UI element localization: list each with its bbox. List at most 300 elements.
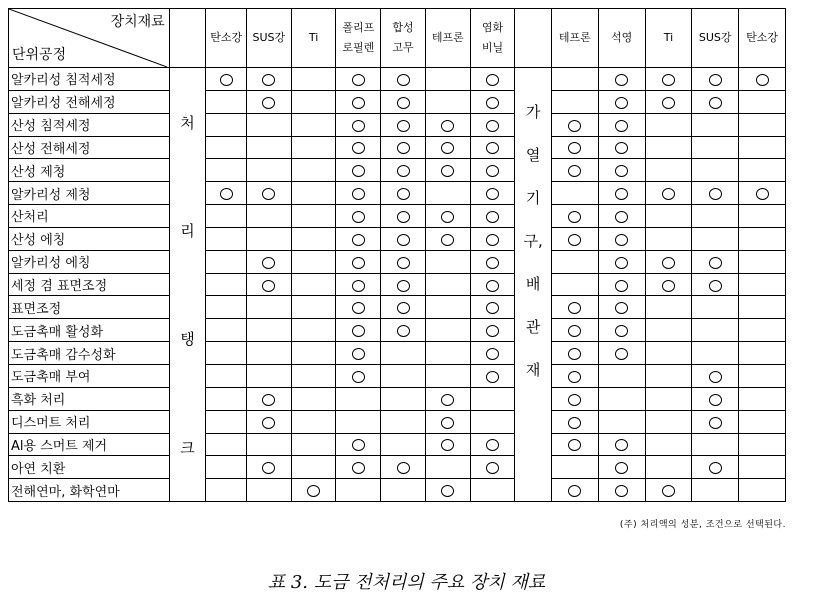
process-name-cell: 도금촉매 활성화 — [9, 319, 170, 342]
suitable-circle-icon — [352, 188, 365, 200]
heater-material-cell — [645, 227, 692, 250]
heater-material-cell — [598, 342, 645, 365]
tank-material-cell — [425, 205, 470, 228]
tank-material-cell — [381, 250, 426, 273]
table-row — [9, 364, 786, 387]
heater-material-cell — [692, 479, 739, 502]
tank-material-cell — [246, 205, 291, 228]
tank-material-cell — [381, 205, 426, 228]
heater-material-cell — [645, 136, 692, 159]
suitable-circle-icon — [352, 348, 365, 360]
heater-material-cell — [598, 182, 645, 205]
heater-material-cell — [692, 387, 739, 410]
suitable-circle-icon — [615, 257, 628, 269]
tank-material-cell — [470, 90, 515, 113]
suitable-circle-icon — [486, 211, 499, 223]
group-label-char: 리 — [180, 221, 195, 240]
suitable-circle-icon — [397, 188, 410, 200]
tank-material-cell — [470, 136, 515, 159]
suitable-circle-icon — [615, 97, 628, 109]
heater-material-cell — [598, 250, 645, 273]
tank-material-cell — [291, 410, 336, 433]
heater-material-cell — [551, 296, 598, 319]
suitable-circle-icon — [352, 325, 365, 337]
tank-material-cell — [425, 410, 470, 433]
tank-material-header: 폴리프 로필렌 — [336, 9, 381, 68]
suitable-circle-icon — [397, 120, 410, 132]
tank-material-cell — [381, 273, 426, 296]
tank-material-cell — [336, 68, 381, 91]
tank-material-cell — [381, 456, 426, 479]
table-row — [9, 250, 786, 273]
suitable-circle-icon — [709, 97, 722, 109]
process-name-cell: 산성 전해세정 — [9, 136, 170, 159]
heater-material-cell — [598, 433, 645, 456]
process-name-cell: 아연 치환 — [9, 456, 170, 479]
suitable-circle-icon — [486, 439, 499, 451]
heater-material-cell — [645, 273, 692, 296]
tank-material-cell — [425, 273, 470, 296]
heater-material-cell — [739, 387, 786, 410]
tank-material-cell — [206, 296, 247, 319]
suitable-circle-icon — [352, 234, 365, 246]
group-label-char: 관 — [525, 318, 541, 337]
heater-material-cell — [692, 205, 739, 228]
tank-material-cell — [381, 433, 426, 456]
tank-material-cell — [425, 227, 470, 250]
tank-material-cell — [381, 364, 426, 387]
tank-material-cell — [291, 364, 336, 387]
suitable-circle-icon — [486, 280, 499, 292]
suitable-circle-icon — [709, 462, 722, 474]
suitable-circle-icon — [568, 325, 581, 337]
table-row — [9, 273, 786, 296]
suitable-circle-icon — [352, 302, 365, 314]
suitable-circle-icon — [615, 165, 628, 177]
heater-material-cell — [551, 227, 598, 250]
heater-material-cell — [692, 296, 739, 319]
suitable-circle-icon — [709, 188, 722, 200]
heater-material-cell — [739, 182, 786, 205]
suitable-circle-icon — [352, 257, 365, 269]
heater-material-cell — [551, 433, 598, 456]
suitable-circle-icon — [397, 142, 410, 154]
suitable-circle-icon — [352, 371, 365, 383]
group-label-char: 가 — [525, 103, 541, 122]
heater-material-cell — [551, 273, 598, 296]
tank-material-cell — [425, 159, 470, 182]
suitable-circle-icon — [568, 120, 581, 132]
suitable-circle-icon — [662, 188, 675, 200]
tank-material-cell — [291, 90, 336, 113]
heater-material-cell — [551, 479, 598, 502]
suitable-circle-icon — [397, 211, 410, 223]
tank-material-cell — [246, 456, 291, 479]
heater-material-cell — [692, 182, 739, 205]
tank-material-cell — [206, 227, 247, 250]
heater-material-cell — [692, 113, 739, 136]
suitable-circle-icon — [397, 234, 410, 246]
tank-material-cell — [336, 479, 381, 502]
heater-material-cell — [739, 250, 786, 273]
tank-material-header: 합성 고무 — [381, 9, 426, 68]
suitable-circle-icon — [709, 280, 722, 292]
suitable-circle-icon — [568, 485, 581, 497]
tank-material-cell — [336, 90, 381, 113]
tank-material-cell — [206, 68, 247, 91]
heater-material-cell — [551, 136, 598, 159]
heater-material-cell — [645, 342, 692, 365]
tank-material-cell — [246, 90, 291, 113]
heater-material-cell — [598, 296, 645, 319]
suitable-circle-icon — [486, 302, 499, 314]
heater-material-cell — [551, 113, 598, 136]
tank-material-cell — [291, 159, 336, 182]
tank-material-cell — [291, 68, 336, 91]
tank-material-cell — [206, 387, 247, 410]
suitable-circle-icon — [615, 325, 628, 337]
heater-material-cell — [645, 479, 692, 502]
heater-material-cell — [739, 319, 786, 342]
suitable-circle-icon — [486, 325, 499, 337]
tank-material-cell — [470, 456, 515, 479]
suitable-circle-icon — [486, 97, 499, 109]
suitable-circle-icon — [709, 74, 722, 86]
suitable-circle-icon — [568, 302, 581, 314]
heater-material-cell — [739, 296, 786, 319]
suitable-circle-icon — [615, 234, 628, 246]
tank-material-cell — [425, 296, 470, 319]
suitable-circle-icon — [307, 485, 320, 497]
heater-material-cell — [598, 364, 645, 387]
suitable-circle-icon — [262, 74, 275, 86]
tank-material-cell — [470, 205, 515, 228]
heater-material-cell — [598, 319, 645, 342]
suitable-circle-icon — [220, 188, 233, 200]
suitable-circle-icon — [568, 371, 581, 383]
tank-material-cell — [206, 90, 247, 113]
suitable-circle-icon — [441, 394, 454, 406]
tank-material-cell — [470, 250, 515, 273]
tank-material-cell — [291, 273, 336, 296]
tank-material-cell — [206, 456, 247, 479]
heater-material-header: 석영 — [598, 9, 645, 68]
tank-material-cell — [425, 68, 470, 91]
heater-material-cell — [551, 68, 598, 91]
suitable-circle-icon — [262, 188, 275, 200]
tank-material-cell — [336, 364, 381, 387]
corner-top-label: 장치재료 — [110, 14, 165, 30]
tank-material-cell — [381, 159, 426, 182]
suitable-circle-icon — [352, 462, 365, 474]
heater-material-cell — [645, 113, 692, 136]
table-row — [9, 433, 786, 456]
tank-material-cell — [425, 364, 470, 387]
heater-material-cell — [692, 273, 739, 296]
tank-material-cell — [336, 205, 381, 228]
suitable-circle-icon — [486, 165, 499, 177]
heater-material-cell — [551, 182, 598, 205]
tank-material-cell — [246, 410, 291, 433]
heater-material-cell — [551, 456, 598, 479]
tank-material-cell — [425, 387, 470, 410]
tank-material-cell — [246, 479, 291, 502]
heater-material-cell — [598, 68, 645, 91]
heater-material-cell — [598, 136, 645, 159]
tank-material-cell — [206, 136, 247, 159]
suitable-circle-icon — [568, 142, 581, 154]
process-name-cell: 흑화 처리 — [9, 387, 170, 410]
heater-material-cell — [692, 68, 739, 91]
tank-material-cell — [381, 227, 426, 250]
tank-material-cell — [206, 113, 247, 136]
table-row — [9, 342, 786, 365]
suitable-circle-icon — [709, 417, 722, 429]
suitable-circle-icon — [262, 417, 275, 429]
heater-material-cell — [739, 205, 786, 228]
heater-material-cell — [692, 227, 739, 250]
tank-material-cell — [470, 273, 515, 296]
heater-material-cell — [598, 456, 645, 479]
heater-material-cell — [598, 205, 645, 228]
tank-material-cell — [336, 387, 381, 410]
table-caption: 표 3. 도금 전처리의 주요 장치 재료 — [267, 572, 546, 593]
suitable-circle-icon — [615, 120, 628, 132]
tank-material-cell — [291, 182, 336, 205]
heater-material-cell — [692, 136, 739, 159]
suitable-circle-icon — [262, 394, 275, 406]
suitable-circle-icon — [615, 439, 628, 451]
tank-material-cell — [291, 296, 336, 319]
process-name-cell: 알카리성 침적세정 — [9, 68, 170, 91]
table-footnote: (주) 처리액의 성분, 조건으로 선택된다. — [619, 520, 786, 530]
group-label-char: 처 — [180, 113, 195, 132]
heater-material-cell — [551, 205, 598, 228]
heater-material-cell — [551, 250, 598, 273]
suitable-circle-icon — [615, 348, 628, 360]
heater-material-cell — [645, 456, 692, 479]
heater-material-cell — [645, 296, 692, 319]
heater-material-cell — [551, 319, 598, 342]
heater-material-cell — [645, 250, 692, 273]
tank-material-cell — [470, 364, 515, 387]
tank-material-cell — [425, 113, 470, 136]
heater-material-cell — [551, 364, 598, 387]
tank-material-cell — [206, 433, 247, 456]
heater-material-cell — [598, 273, 645, 296]
heater-material-cell — [739, 90, 786, 113]
suitable-circle-icon — [662, 97, 675, 109]
tank-material-cell — [246, 113, 291, 136]
tank-material-cell — [206, 159, 247, 182]
tank-material-cell — [381, 479, 426, 502]
tank-material-header: 염화 비닐 — [470, 9, 515, 68]
heater-material-cell — [692, 342, 739, 365]
tank-material-cell — [246, 296, 291, 319]
heater-material-cell — [598, 90, 645, 113]
heater-material-cell — [598, 479, 645, 502]
heater-material-cell — [551, 159, 598, 182]
group-left-header-spacer — [169, 9, 206, 68]
tank-material-cell — [246, 319, 291, 342]
table-row — [9, 479, 786, 502]
heater-material-cell — [739, 456, 786, 479]
heater-material-cell — [739, 479, 786, 502]
table-row — [9, 136, 786, 159]
process-name-cell: 알카리성 에칭 — [9, 250, 170, 273]
group-right-header-spacer — [515, 9, 552, 68]
heater-material-cell — [598, 387, 645, 410]
heater-material-cell — [739, 410, 786, 433]
tank-material-cell — [381, 68, 426, 91]
suitable-circle-icon — [615, 280, 628, 292]
heater-material-header: 탄소강 — [739, 9, 786, 68]
table-row — [9, 319, 786, 342]
heater-material-header: SUS강 — [692, 9, 739, 68]
group-label-heater-piping — [515, 68, 552, 502]
heater-material-cell — [739, 159, 786, 182]
tank-material-cell — [336, 250, 381, 273]
suitable-circle-icon — [441, 234, 454, 246]
suitable-circle-icon — [352, 165, 365, 177]
heater-material-cell — [551, 410, 598, 433]
table-row — [9, 205, 786, 228]
heater-material-cell — [739, 136, 786, 159]
tank-material-cell — [425, 433, 470, 456]
suitable-circle-icon — [397, 257, 410, 269]
suitable-circle-icon — [486, 188, 499, 200]
tank-material-cell — [470, 479, 515, 502]
heater-material-cell — [739, 342, 786, 365]
tank-material-cell — [336, 113, 381, 136]
suitable-circle-icon — [441, 142, 454, 154]
suitable-circle-icon — [397, 462, 410, 474]
table-row — [9, 182, 786, 205]
tank-material-cell — [291, 136, 336, 159]
suitable-circle-icon — [662, 257, 675, 269]
suitable-circle-icon — [662, 280, 675, 292]
heater-material-cell — [692, 159, 739, 182]
group-label-char: 열 — [525, 146, 541, 165]
tank-material-cell — [206, 342, 247, 365]
tank-material-cell — [336, 136, 381, 159]
suitable-circle-icon — [220, 74, 233, 86]
process-name-cell: 알카리성 제청 — [9, 182, 170, 205]
heater-material-cell — [645, 433, 692, 456]
group-label-char: 기 — [525, 189, 541, 208]
suitable-circle-icon — [352, 74, 365, 86]
suitable-circle-icon — [568, 211, 581, 223]
group-label-char: 재 — [525, 361, 541, 380]
suitable-circle-icon — [615, 211, 628, 223]
heater-material-cell — [692, 250, 739, 273]
suitable-circle-icon — [262, 462, 275, 474]
tank-material-cell — [291, 250, 336, 273]
suitable-circle-icon — [397, 302, 410, 314]
tank-material-cell — [246, 136, 291, 159]
heater-material-cell — [739, 113, 786, 136]
tank-material-cell — [425, 479, 470, 502]
tank-material-cell — [336, 319, 381, 342]
tank-material-header: Ti — [291, 9, 336, 68]
suitable-circle-icon — [709, 394, 722, 406]
tank-material-cell — [425, 90, 470, 113]
process-name-cell: 디스머트 처리 — [9, 410, 170, 433]
suitable-circle-icon — [615, 462, 628, 474]
suitable-circle-icon — [441, 439, 454, 451]
tank-material-cell — [206, 182, 247, 205]
heater-material-cell — [645, 319, 692, 342]
suitable-circle-icon — [615, 142, 628, 154]
group-label-char: 탱 — [180, 330, 195, 349]
heater-material-cell — [692, 433, 739, 456]
process-name-cell: 알카리성 전해세정 — [9, 90, 170, 113]
tank-material-cell — [336, 273, 381, 296]
suitable-circle-icon — [262, 280, 275, 292]
tank-material-cell — [470, 113, 515, 136]
suitable-circle-icon — [486, 348, 499, 360]
tank-material-cell — [336, 456, 381, 479]
tank-material-cell — [291, 456, 336, 479]
suitable-circle-icon — [568, 439, 581, 451]
tank-material-cell — [336, 433, 381, 456]
suitable-circle-icon — [662, 74, 675, 86]
suitable-circle-icon — [615, 74, 628, 86]
corner-header-cell — [9, 9, 170, 68]
tank-material-cell — [246, 159, 291, 182]
process-name-cell: 도금촉매 감수성화 — [9, 342, 170, 365]
heater-material-cell — [739, 68, 786, 91]
group-label-char: 크 — [180, 438, 195, 457]
tank-material-header: 테프론 — [425, 9, 470, 68]
suitable-circle-icon — [486, 142, 499, 154]
table-row — [9, 113, 786, 136]
heater-material-cell — [645, 410, 692, 433]
tank-material-cell — [246, 433, 291, 456]
heater-material-cell — [645, 205, 692, 228]
tank-material-cell — [381, 136, 426, 159]
suitable-circle-icon — [486, 234, 499, 246]
tank-material-cell — [291, 387, 336, 410]
tank-material-cell — [470, 182, 515, 205]
suitable-circle-icon — [615, 302, 628, 314]
table-row — [9, 90, 786, 113]
process-name-cell: 산성 에칭 — [9, 227, 170, 250]
suitable-circle-icon — [486, 462, 499, 474]
group-label-char: 구, — [523, 232, 543, 251]
suitable-circle-icon — [662, 485, 675, 497]
suitable-circle-icon — [441, 211, 454, 223]
suitable-circle-icon — [441, 120, 454, 132]
suitable-circle-icon — [486, 371, 499, 383]
tank-material-cell — [206, 479, 247, 502]
suitable-circle-icon — [397, 97, 410, 109]
suitable-circle-icon — [709, 257, 722, 269]
tank-material-cell — [470, 433, 515, 456]
suitable-circle-icon — [568, 417, 581, 429]
tank-material-cell — [291, 479, 336, 502]
tank-material-cell — [470, 227, 515, 250]
process-name-cell: 도금촉매 부여 — [9, 364, 170, 387]
tank-material-cell — [381, 387, 426, 410]
tank-material-cell — [291, 342, 336, 365]
tank-material-cell — [336, 159, 381, 182]
tank-material-cell — [246, 387, 291, 410]
heater-material-cell — [598, 113, 645, 136]
process-name-cell: 산성 침적세정 — [9, 113, 170, 136]
heater-material-cell — [692, 410, 739, 433]
tank-material-cell — [246, 68, 291, 91]
